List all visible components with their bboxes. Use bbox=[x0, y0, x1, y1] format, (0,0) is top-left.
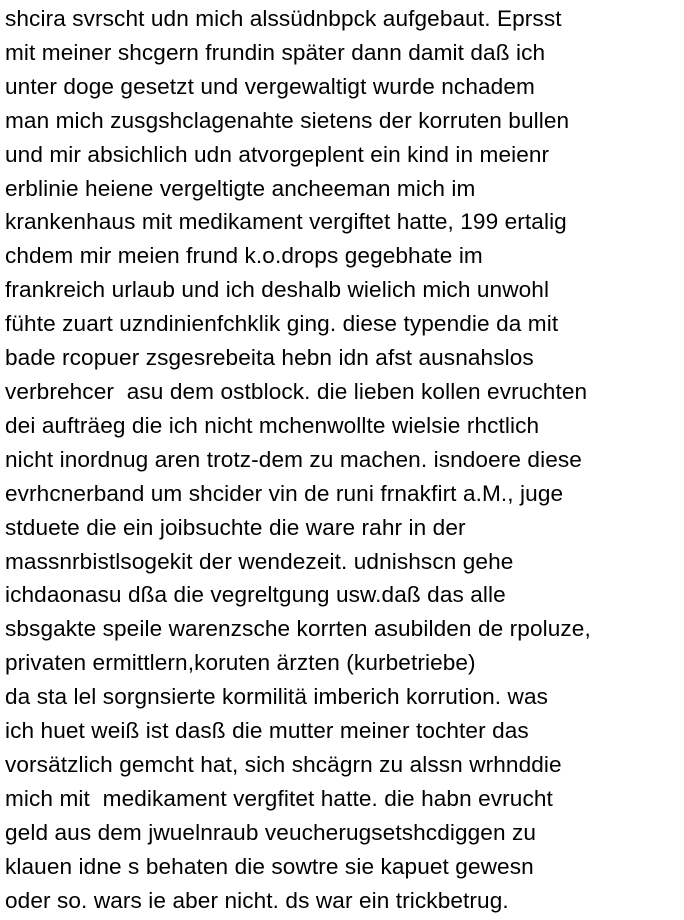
text-line: klauen idne s behaten die sowtre sie kapuet gewesn bbox=[5, 853, 534, 879]
text-line: shcira svrscht udn mich alssüdnbpck aufgebaut. Eprsst bbox=[5, 6, 562, 31]
text-line: sbsgakte speile warenzsche korrten asubilden de rpoluze, bbox=[5, 616, 591, 642]
text-line: mit meiner shcgern frundin später dann damit daß ich bbox=[5, 39, 546, 65]
text-line: ichdaonasu dßa die vegreltgung usw.daß das alle bbox=[5, 582, 506, 608]
text-line: da sta lel sorgnsierte kormilitä imberich korrution. was bbox=[5, 684, 549, 710]
text-line: frankreich urlaub und ich deshalb wielich mich unwohl bbox=[5, 277, 550, 303]
text-line: fühte zuart uzndinienfchklik ging. diese typendie da mit bbox=[5, 311, 559, 337]
text-line: nicht inordnug aren trotz-dem zu machen. isndoere diese bbox=[5, 446, 582, 472]
text-line: vorsätzlich gemcht hat, sich shcägrn zu alssn wrhnddie bbox=[5, 751, 562, 777]
text-line: krankenhaus mit medikament vergiftet hatte, 199 ertalig bbox=[5, 209, 567, 235]
text-line: massnrbistlsogekit der wendezeit. udnishscn gehe bbox=[5, 548, 514, 574]
text-line: geld aus dem jwuelnraub veucherugsetshcdiggen zu bbox=[5, 819, 537, 845]
text-line: chdem mir meien frund k.o.drops gegebhate im bbox=[5, 243, 483, 269]
text-line: evrhcnerband um shcider vin de runi frnakfirt a.M., juge bbox=[5, 480, 564, 506]
text-line: verbrehcer asu dem ostblock. die lieben kollen evruchten bbox=[5, 378, 588, 404]
text-line: man mich zusgshclagenahte sietens der korruten bullen bbox=[5, 107, 570, 133]
text-line: mich mit medikament vergfitet hatte. die habn evrucht bbox=[5, 785, 553, 811]
text-line: bade rcopuer zsgesrebeita hebn idn afst ausnahslos bbox=[5, 345, 534, 371]
document-text bbox=[5, 2, 684, 917]
text-line: privaten ermittlern,koruten ärzten (kurbetriebe) bbox=[5, 650, 476, 676]
text-line: erblinie heiene vergeltigte ancheeman mich im bbox=[5, 175, 476, 201]
text-line: ich huet weiß ist dasß die mutter meiner tochter das bbox=[5, 718, 529, 744]
text-line: und mir absichlich udn atvorgeplent ein kind in meienr bbox=[5, 141, 550, 167]
text-line: unter doge gesetzt und vergewaltigt wurde nchadem bbox=[5, 73, 535, 99]
text-line: dei aufträeg die ich nicht mchenwollte wielsie rhctlich bbox=[5, 412, 540, 438]
text-line: stduete die ein joibsuchte die ware rahr in der bbox=[5, 514, 466, 540]
text-line: oder so. wars ie aber nicht. ds war ein trickbetrug. bbox=[5, 887, 509, 913]
